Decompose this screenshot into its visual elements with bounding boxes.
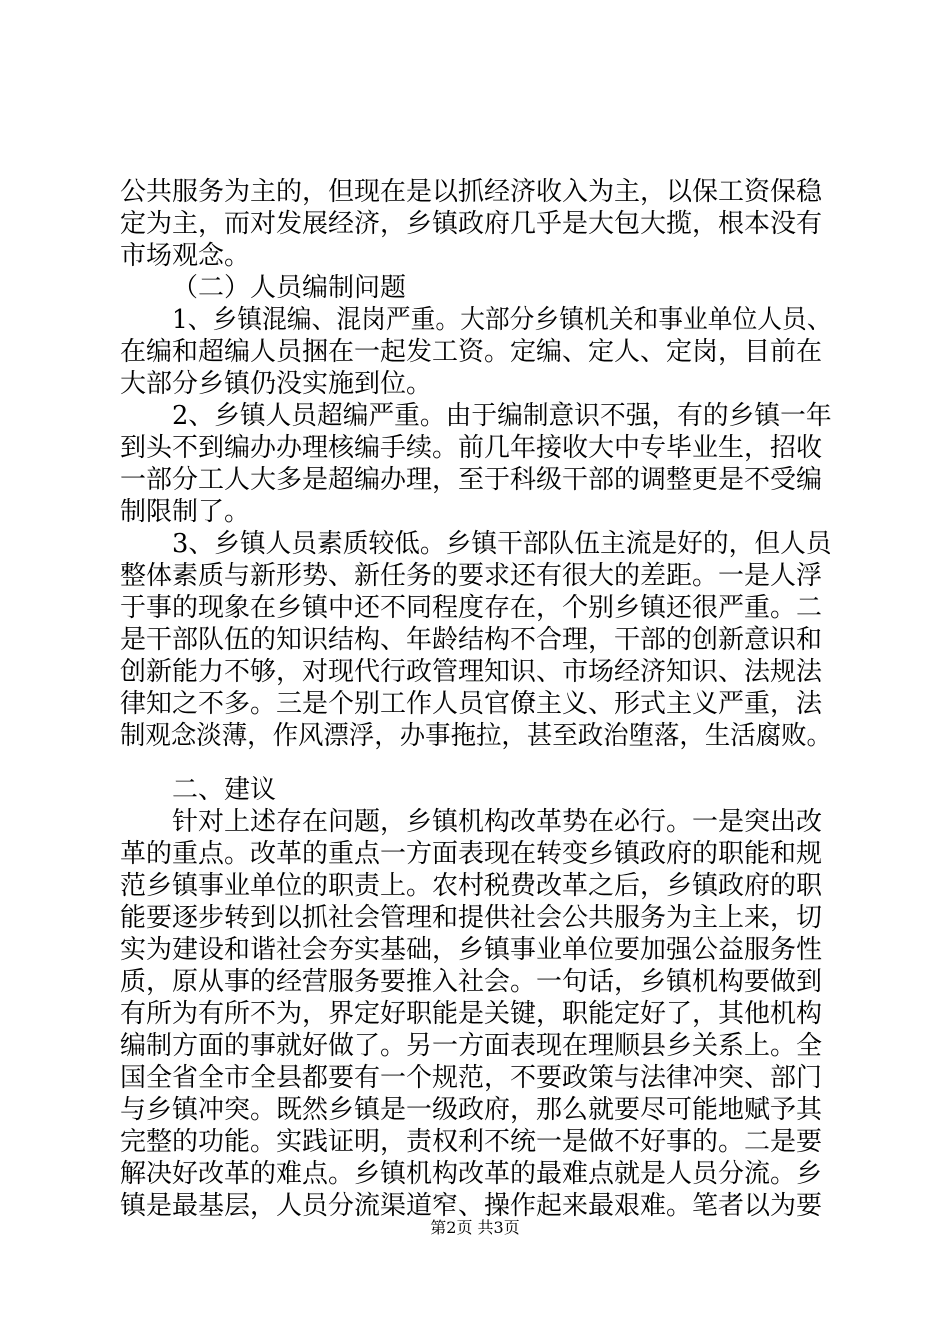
text-line: 质，原从事的经营服务要推入社会。一句话，乡镇机构要做到 bbox=[120, 967, 823, 997]
text-line: 公共服务为主的，但现在是以抓经济收入为主，以保工资保稳 bbox=[120, 177, 823, 207]
text-line: 于事的现象在乡镇中还不同程度存在，个别乡镇还很严重。二 bbox=[120, 593, 823, 623]
text-line: 到头不到编办办理核编手续。前几年接收大中专毕业生，招收 bbox=[120, 433, 823, 463]
text-line: 编制方面的事就好做了。另一方面表现在理顺县乡关系上。全 bbox=[120, 1031, 823, 1061]
text-line: 整体素质与新形势、新任务的要求还有很大的差距。一是人浮 bbox=[120, 561, 823, 591]
text-line: 有所为有所不为，界定好职能是关键，职能定好了，其他机构 bbox=[120, 999, 823, 1029]
text-line: 国全省全市全县都要有一个规范，不要政策与法律冲突、部门 bbox=[120, 1063, 823, 1093]
text-line: 范乡镇事业单位的职责上。农村税费改革之后，乡镇政府的职 bbox=[120, 871, 823, 901]
text-line: 是干部队伍的知识结构、年龄结构不合理，干部的创新意识和 bbox=[120, 625, 823, 655]
text-line: 2、乡镇人员超编严重。由于编制意识不强，有的乡镇一年 bbox=[172, 401, 832, 431]
text-line: 市场观念。 bbox=[120, 241, 251, 271]
text-line: 一部分工人大多是超编办理，至于科级干部的调整更是不受编 bbox=[120, 465, 823, 495]
section-heading: （二）人员编制问题 bbox=[172, 273, 407, 303]
text-line: 在编和超编人员捆在一起发工资。定编、定人、定岗，目前在 bbox=[120, 337, 823, 367]
text-line: 创新能力不够，对现代行政管理知识、市场经济知识、法规法 bbox=[120, 657, 823, 687]
text-line: 解决好改革的难点。乡镇机构改革的最难点就是人员分流。乡 bbox=[120, 1159, 823, 1189]
text-line: 3、乡镇人员素质较低。乡镇干部队伍主流是好的，但人员 bbox=[172, 529, 832, 559]
text-line: 律知之不多。三是个别工作人员官僚主义、形式主义严重，法 bbox=[120, 689, 823, 719]
text-line: 大部分乡镇仍没实施到位。 bbox=[120, 369, 433, 399]
text-line: 定为主，而对发展经济，乡镇政府几乎是大包大揽，根本没有 bbox=[120, 209, 823, 239]
section-heading: 二、建议 bbox=[172, 775, 277, 805]
text-line: 能要逐步转到以抓社会管理和提供社会公共服务为主上来，切 bbox=[120, 903, 823, 933]
text-line: 革的重点。改革的重点一方面表现在转变乡镇政府的职能和规 bbox=[120, 839, 823, 869]
text-line: 实为建设和谐社会夯实基础，乡镇事业单位要加强公益服务性 bbox=[120, 935, 823, 965]
text-line: 制限制了。 bbox=[120, 497, 251, 527]
text-line: 完整的功能。实践证明，责权利不统一是做不好事的。二是要 bbox=[120, 1127, 823, 1157]
text-line: 针对上述存在问题，乡镇机构改革势在必行。一是突出改 bbox=[172, 807, 823, 837]
text-line: 制观念淡薄，作风漂浮，办事拖拉，甚至政治堕落，生活腐败。 bbox=[120, 721, 832, 751]
text-line: 1、乡镇混编、混岗严重。大部分乡镇机关和事业单位人员、 bbox=[172, 305, 832, 335]
text-line: 镇是最基层，人员分流渠道窄、操作起来最艰难。笔者以为要 bbox=[120, 1191, 823, 1221]
text-line: 与乡镇冲突。既然乡镇是一级政府，那么就要尽可能地赋予其 bbox=[120, 1095, 823, 1125]
page-number-footer: 第2页 共3页 bbox=[430, 1218, 520, 1237]
